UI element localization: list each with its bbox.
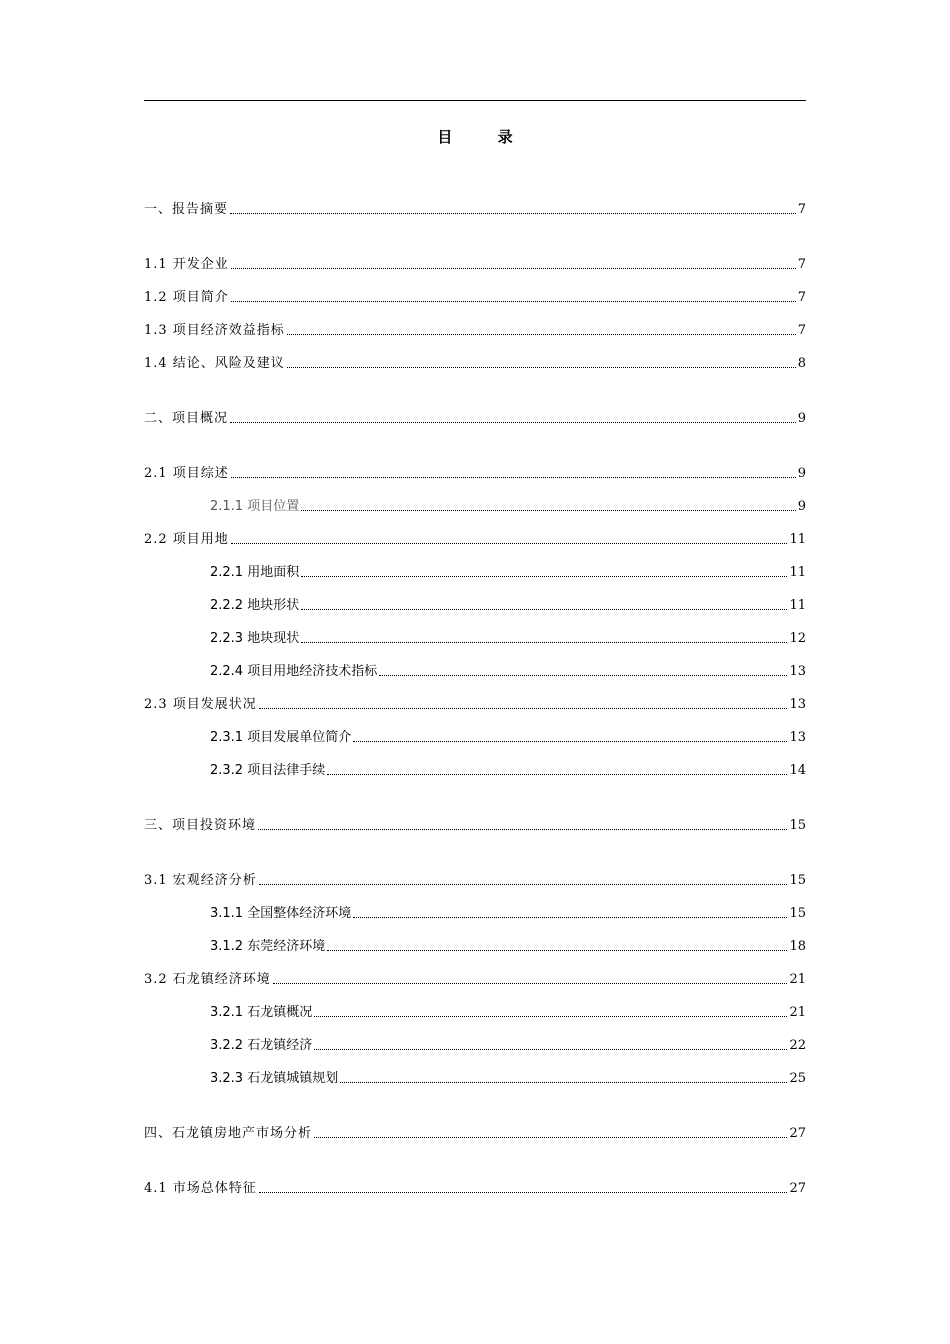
toc-entry[interactable] — [144, 870, 806, 890]
toc-entry-title: 2.2.2 地块形状 — [210, 598, 300, 613]
toc-page-number: 7 — [797, 323, 806, 338]
toc-entry[interactable] — [144, 969, 806, 989]
toc-leader-dots — [314, 1016, 787, 1017]
toc-leader-dots — [259, 1192, 788, 1193]
toc-leader-dots — [327, 774, 787, 775]
toc-entry[interactable] — [210, 661, 806, 681]
toc-leader-dots — [301, 510, 796, 511]
toc-entry[interactable] — [144, 353, 806, 373]
toc-page-number: 11 — [789, 565, 806, 580]
toc-entry-title: 1.2 项目简介 — [144, 290, 229, 305]
toc-leader-dots — [231, 477, 796, 478]
toc-entry-title: 3.1.2 东莞经济环境 — [210, 939, 326, 954]
toc-entry-title: 三、项目投资环境 — [144, 818, 257, 833]
toc-entry-title: 2.1 项目综述 — [144, 466, 229, 481]
toc-entry[interactable] — [144, 529, 806, 549]
toc-entry-title: 2.2 项目用地 — [144, 532, 229, 547]
toc-entry-title: 1.3 项目经济效益指标 — [144, 323, 285, 338]
toc-page-number: 11 — [789, 532, 806, 547]
toc-entry-title: 3.1.1 全国整体经济环境 — [210, 906, 352, 921]
toc-leader-dots — [314, 1049, 787, 1050]
toc-entry[interactable] — [144, 199, 806, 219]
toc-leader-dots — [258, 829, 787, 830]
toc-entry[interactable] — [144, 320, 806, 340]
toc-page-number: 8 — [797, 356, 806, 371]
toc-entry[interactable] — [210, 496, 806, 516]
toc-leader-dots — [259, 884, 788, 885]
toc-entry-title: 4.1 市场总体特征 — [144, 1181, 257, 1196]
toc-entry-title: 2.1.1 项目位置 — [210, 499, 300, 514]
toc-page-number: 14 — [789, 763, 806, 778]
toc-page-number: 12 — [789, 631, 806, 646]
toc-leader-dots — [287, 367, 796, 368]
toc-entry-title: 2.2.3 地块现状 — [210, 631, 300, 646]
toc-entry[interactable] — [144, 463, 806, 483]
toc-entry[interactable] — [144, 408, 806, 428]
toc-entry-title: 2.2.4 项目用地经济技术指标 — [210, 664, 378, 679]
toc-page-number: 9 — [797, 499, 806, 514]
toc-page-number: 15 — [789, 906, 806, 921]
toc-entry-title: 一、报告摘要 — [144, 202, 229, 217]
toc-leader-dots — [314, 1137, 787, 1138]
toc-leader-dots — [273, 983, 788, 984]
toc-page-number: 27 — [789, 1126, 806, 1141]
toc-title: 目 录 — [437, 128, 533, 146]
toc-page-number: 11 — [789, 598, 806, 613]
toc-leader-dots — [231, 301, 796, 302]
toc-entry[interactable] — [210, 903, 806, 923]
toc-entry-title: 1.4 结论、风险及建议 — [144, 356, 285, 371]
toc-page-number: 22 — [789, 1038, 806, 1053]
toc-leader-dots — [230, 213, 796, 214]
toc-page-number: 7 — [797, 290, 806, 305]
toc-entry-title: 1.1 开发企业 — [144, 257, 229, 272]
toc-page-number: 13 — [789, 697, 806, 712]
toc-entry[interactable] — [144, 694, 806, 714]
toc-entry-title: 3.2.2 石龙镇经济 — [210, 1038, 313, 1053]
toc-entry[interactable] — [210, 936, 806, 956]
toc-page-number: 7 — [797, 202, 806, 217]
toc-leader-dots — [301, 609, 787, 610]
toc-entry-title: 2.3.1 项目发展单位简介 — [210, 730, 352, 745]
toc-leader-dots — [231, 543, 788, 544]
toc-leader-dots — [301, 642, 787, 643]
toc-entry[interactable] — [144, 815, 806, 835]
toc-leader-dots — [259, 708, 788, 709]
toc-entry[interactable] — [210, 1002, 806, 1022]
toc-page-number: 9 — [797, 411, 806, 426]
toc-entry[interactable] — [210, 727, 806, 747]
toc-page-number: 13 — [789, 730, 806, 745]
toc-entry-title: 3.1 宏观经济分析 — [144, 873, 257, 888]
toc-leader-dots — [353, 917, 787, 918]
toc-entry[interactable] — [144, 287, 806, 307]
toc-page-number: 21 — [789, 972, 806, 987]
toc-entry-title: 四、石龙镇房地产市场分析 — [144, 1126, 313, 1141]
toc-leader-dots — [301, 576, 787, 577]
toc-entry[interactable] — [210, 760, 806, 780]
toc-leader-dots — [379, 675, 787, 676]
toc-page-number: 13 — [789, 664, 806, 679]
toc-leader-dots — [231, 268, 796, 269]
toc-entry[interactable] — [210, 628, 806, 648]
toc-entry-title: 3.2.3 石龙镇城镇规划 — [210, 1071, 339, 1086]
toc-entry-title: 2.2.1 用地面积 — [210, 565, 300, 580]
toc-page-number: 25 — [789, 1071, 806, 1086]
toc-page-number: 27 — [789, 1181, 806, 1196]
toc-entry-title: 3.2.1 石龙镇概况 — [210, 1005, 313, 1020]
toc-leader-dots — [327, 950, 787, 951]
toc-page-number: 18 — [789, 939, 806, 954]
toc-page-number: 21 — [789, 1005, 806, 1020]
toc-entry-title: 2.3 项目发展状况 — [144, 697, 257, 712]
toc-entry[interactable] — [210, 595, 806, 615]
toc-page-number: 9 — [797, 466, 806, 481]
toc-entry[interactable] — [144, 1178, 806, 1198]
toc-entry-title: 3.2 石龙镇经济环境 — [144, 972, 271, 987]
toc-entry-title: 2.3.2 项目法律手续 — [210, 763, 326, 778]
toc-entry[interactable] — [144, 254, 806, 274]
toc-entry-title: 二、项目概况 — [144, 411, 229, 426]
toc-entry[interactable] — [210, 1068, 806, 1088]
toc-leader-dots — [230, 422, 796, 423]
toc-page-number: 7 — [797, 257, 806, 272]
toc-leader-dots — [287, 334, 796, 335]
toc-page-number: 15 — [789, 818, 806, 833]
toc-leader-dots — [340, 1082, 787, 1083]
toc-page-number: 15 — [789, 873, 806, 888]
toc-leader-dots — [353, 741, 787, 742]
toc-entry[interactable] — [144, 1123, 806, 1143]
toc-entry[interactable] — [210, 562, 806, 582]
toc-entry[interactable] — [210, 1035, 806, 1055]
header-rule — [144, 100, 806, 101]
